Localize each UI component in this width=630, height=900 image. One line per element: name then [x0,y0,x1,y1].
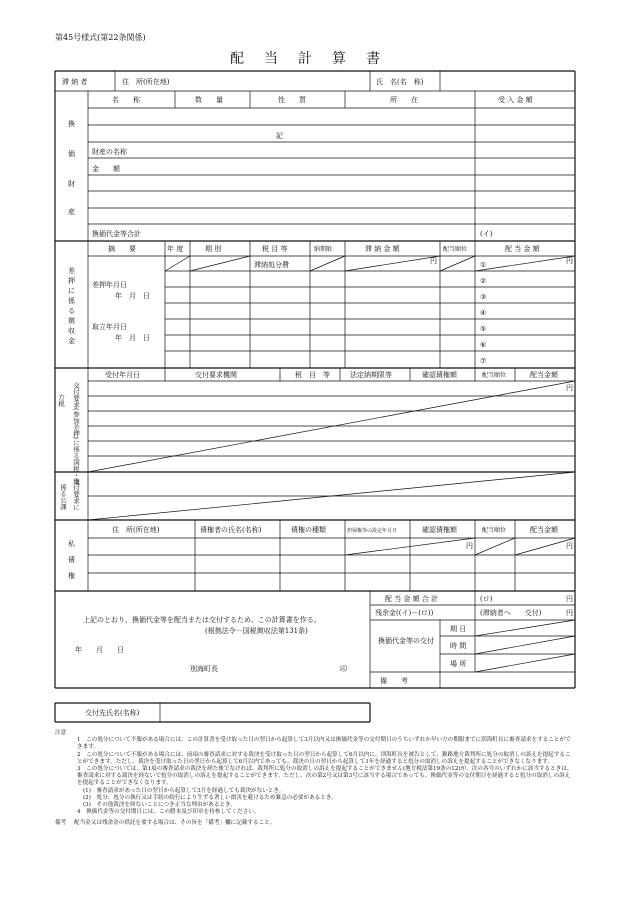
delivery-time: 時 間 [450,642,467,650]
s2-label-7: 金 [68,337,75,345]
s5-yen-b: 円 [566,542,573,550]
note-item-3-1: (1) 審査請求があった日の翌日から起算して3月を経過しても裁決がないとき。 [83,787,285,794]
recipient-label: 交付先氏名(名称) [85,709,140,717]
remark-label: 備考 [55,820,67,827]
num-7: ⑦ [480,357,487,365]
form-number: 第45号様式(第22条関係) [55,33,146,42]
note-item-1: 1 この処分について不服がある場合には、この計算書を受け取った日の翌日から起算して3月以内又は換価代金等の交付期日のうちいずれか早い方の期限までに別海町長に審査請求をすることができます。 [77,737,571,751]
s2-label-6: 収 [68,327,75,335]
name-label: 氏 名(名 称) [376,78,424,86]
col-quantity: 数 量 [195,96,223,104]
s1-label-3: 産 [68,208,75,216]
seal-mark: 印 [340,665,347,673]
s2-col-period: 期 別 [205,245,222,253]
remarks-label: 備 考 [380,677,408,685]
s3-col-taxitem: 税 目 等 [295,371,330,379]
notes-header: 注意 [55,730,67,736]
mayor: 別海町長 [190,665,218,673]
notes-block [55,730,575,828]
surplus-note: (滞納者へ 交付) [480,609,542,617]
s5-label-2: 権 [68,572,75,580]
note-item-3-2: (2) 処分、処分の執行又は手続の続行により生ずる著しい損害を避けるため緊急の必要があるとき。 [83,794,337,801]
delivery-place: 場 所 [450,660,467,668]
s3-col-legaldue: 法定納期限等 [350,371,392,379]
s2-col-allocation: 配 当 金 額 [505,245,540,253]
note-item-4: 4 換価代金等の交付期日には、この謄本及び印章を持参してください。 [77,809,260,816]
col-name: 名 称 [112,96,140,104]
property-name-label: 財産の名称 [92,148,127,156]
s3-yen: 円 [566,384,573,392]
s5-col-confirmed: 確認債権額 [422,526,457,534]
receipt-ymd: 年 月 日 [115,334,150,342]
s2-label-1: 押 [68,277,75,285]
statement-line2: (根拠法令－国税徴収法第131条) [205,627,308,635]
note-item-2: 2 この処分について不服がある場合には、前項の審査請求に対する裁決を受け取った日の翌日から起算して6月以内に、別海町長を被告として、釧路地方裁判所に処分の取消しの訴えを提起することができます。ただし、裁決を受け取った日の翌日から起算して6月以内であっても、裁決の日の翌日から起算して1年を経過すると処分の取消しの訴えを提起することができなくなります。 [77,751,571,765]
s2-col-due: 納期限 [314,246,333,253]
s5-col-rank: 配当順位 [482,527,507,534]
note-item-3: 3 この処分については、第1項の審査請求の裁決を経た後でなければ、裁判所に処分の取消しの訴えを提起することができません(地方税法第19条の12)が、次の各号のいずれかに該当するときは、審査請求に対する裁決を経ないで処分の取消しの訴えを提起することができます。ただし、次の第2号又は第3号に該当する場合であっても、換価代金等の交付期日を経過すると処分の取消しの訴えを提起することができなくなります。 [77,766,573,787]
s3-col-received: 受付年月日 [105,371,140,379]
col-received: 受 入 金 額 [498,96,533,104]
taxpayer-label: 滞 納 者 [62,78,88,86]
num-3: ③ [480,293,487,301]
s3-col-confirmed: 確認債権額 [422,371,457,379]
statement-line1: 上記のとおり、換価代金等を配当または交付するため、この計算書を作る。 [83,616,321,624]
s5-col-kind: 債権の種類 [291,526,326,534]
remark-text: 配当金又は残余金の供託を要する場合は、その旨を「備考」欄に記載すること。 [73,820,276,827]
s2-yen-a: 円 [430,257,437,265]
summary-yen-b: 円 [566,609,573,617]
s3-label-right: 交付要求(参加差押)に係る国税・地 [72,382,80,485]
s5-col-allocation: 配当金額 [530,526,558,534]
s2-col-rank: 配当順位 [443,246,468,253]
col-location: 所 在 [390,96,418,104]
s4-label-right: 交付要求に [72,478,80,511]
s3-col-allocation: 配当金額 [530,371,558,379]
amount-label: 金 額 [92,165,120,173]
delivery-label: 換価代金等の交付 [378,637,434,645]
s3-label-left: 方税 [57,394,65,407]
s5-col-address: 住 所(所在地) [112,526,160,534]
summary-yen-a: 円 [566,595,573,603]
num-6: ⑥ [480,341,487,349]
address-label: 住 所(所在地) [122,78,170,86]
s1-label-1: 価 [68,150,75,158]
s2-label-4: る [68,307,75,315]
s2-col-summary: 摘 要 [108,245,136,253]
s2-col-year: 年 度 [167,245,184,253]
s5-col-security: 担保権等の設定年月日 [347,528,398,534]
s2-yen-b: 円 [566,257,573,265]
total-label: 換価代金等合計 [92,230,141,238]
s2-label-0: 差 [68,267,75,275]
s5-label-0: 私 [68,540,75,548]
note-item-3-3: (3) その他裁決を経ないことにつき正当な理由があるとき。 [83,802,237,809]
s2-label-2: に [68,287,75,295]
seizure-ymd: 年 月 日 [115,292,150,300]
num-2: ② [480,277,487,285]
statement-date: 年 月 日 [75,646,124,654]
s3-col-rank: 配当順位 [482,372,507,379]
s3-col-agency: 交付要求機関 [195,371,237,379]
surplus-label: 残余金((イ)－(ロ)) [375,609,434,617]
s1-label-0: 換 [68,120,75,128]
disposition-cost: 滞納処分費 [254,261,289,269]
receipt-date: 取立年月日 [92,323,127,331]
ki-mark: 記 [276,132,283,140]
seizure-date: 差押年月日 [92,281,127,289]
col-nature: 性 質 [278,96,306,104]
num-1: ① [480,261,487,269]
s2-label-5: 徴 [68,317,75,325]
s2-col-taxitem: 税 目 等 [262,245,288,253]
s5-yen-a: 円 [466,542,473,550]
s2-col-delinquent: 滞 納 金 額 [365,245,400,253]
num-5: ⑤ [480,325,487,333]
s2-label-3: 係 [68,297,75,305]
s5-label-1: 債 [68,556,75,564]
s1-label-2: 財 [68,180,75,188]
allocation-total-label: 配 当 金 額 合 計 [385,595,439,603]
page-title: 配当計算書 [230,51,400,67]
delivery-date: 期 日 [450,625,467,633]
allocation-total-mark: (ロ) [480,595,493,603]
s5-col-creditor: 債権者の氏名(名称) [200,526,262,534]
num-4: ④ [480,309,487,317]
total-mark-i: (イ) [480,230,493,238]
s4-label-left: 係る公課 [59,484,67,510]
